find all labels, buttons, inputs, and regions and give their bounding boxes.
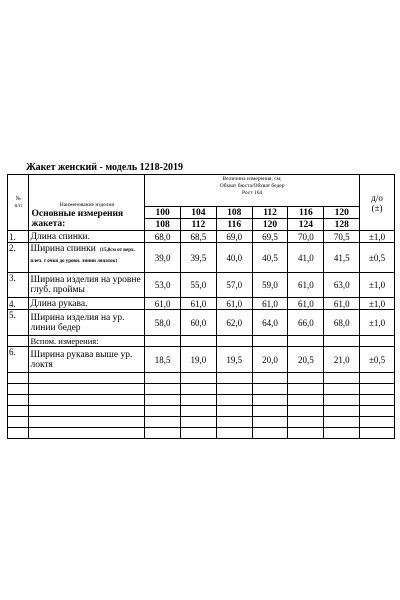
bust-size-cell: 104 [180,207,216,219]
no-label: № [15,195,21,202]
measurement-name: Ширина спинки [30,244,96,254]
tolerance-cell: ±0,5 [360,347,395,373]
empty-row [8,395,395,406]
table-row [8,310,395,336]
value-cell: 69,5 [252,231,288,243]
value-cell: 20,5 [288,347,324,373]
value-cell: 53,0 [145,273,181,298]
tolerance-cell: ±1,0 [360,231,395,243]
row-number: 1. [8,231,29,243]
hip-size-cell: 128 [324,219,360,231]
empty-row [8,373,395,384]
value-cell: 61,0 [252,298,288,310]
measurement-name: Длина спинки. [29,231,145,243]
aux-section-label: Вспом. измерения: [29,336,145,347]
value-cell: 60,0 [180,310,216,336]
measures-label: Основные измерения [31,209,124,219]
value-cell: 70,5 [324,231,360,243]
row-number: 6. [8,347,29,373]
hip-size-cell: 108 [145,219,181,231]
bust-size-cell: 100 [145,207,181,219]
measure-unit-header [145,175,360,207]
hip-size-cell: 112 [180,219,216,231]
value-cell: 61,0 [324,298,360,310]
row-number: 3. [8,273,29,298]
value-cell: 21,0 [324,347,360,373]
value-cell: 61,0 [180,298,216,310]
value-cell: 64,0 [252,310,288,336]
value-cell: 20,0 [252,347,288,373]
table-row [8,273,395,298]
value-cell: 68,0 [145,231,181,243]
hip-size-cell: 124 [288,219,324,231]
measurement-name: Длина рукава. [29,298,145,310]
hip-size-cell: 120 [252,219,288,231]
unit-label-2: Обхват бюста/Обхват бедер [219,183,285,189]
table-header-row [8,175,395,207]
value-cell: 18,5 [145,347,181,373]
value-cell: 61,0 [288,273,324,298]
value-cell: 61,0 [145,298,181,310]
tolerance-cell: ±1,0 [360,310,395,336]
tolerance-cell: ±1,0 [360,273,395,298]
value-cell: 69,0 [216,231,252,243]
hip-size-cell: 116 [216,219,252,231]
table-row [8,347,395,373]
tolerance-label-1: д/о [371,192,383,203]
bust-size-cell: 108 [216,207,252,219]
tolerance-cell: ±0,5 [360,243,395,273]
value-cell: 61,0 [216,298,252,310]
measurement-name: Ширина изделия на уровне глуб. проймы [29,273,145,298]
row-number-header [8,175,29,231]
value-cell: 41,5 [324,243,360,273]
table-row [8,243,395,273]
measurement-note: (15,0см от верх. плеч. т очки до уровн. линии лопаток) [30,248,135,264]
value-cell: 58,0 [145,310,181,336]
bust-size-cell: 120 [324,207,360,219]
value-cell: 19,5 [216,347,252,373]
value-cell: 66,0 [288,310,324,336]
value-cell: 62,0 [216,310,252,336]
value-cell: 40,0 [216,243,252,273]
measurement-name: Ширина рукава выше ур. локтя [29,347,145,373]
value-cell: 63,0 [324,273,360,298]
empty-row [8,384,395,395]
value-cell: 19,0 [180,347,216,373]
unit-label-1: Величина измерения, см; [222,176,282,182]
empty-row [8,428,395,439]
tolerance-label-2: (±) [371,202,383,213]
section-row [8,336,395,347]
value-cell: 39,0 [145,243,181,273]
row-number: 5. [8,310,29,336]
pp-label: п/п [14,202,22,209]
value-cell: 70,0 [288,231,324,243]
row-number: 4. [8,298,29,310]
value-cell: 57,0 [216,273,252,298]
value-cell: 68,0 [324,310,360,336]
measurement-name-cell [29,243,145,273]
unit-label-3: Рост 164 [242,190,263,196]
value-cell: 41,0 [288,243,324,273]
bust-size-cell: 112 [252,207,288,219]
tolerance-cell: ±1,0 [360,298,395,310]
value-cell: 55,0 [180,273,216,298]
value-cell: 39,5 [180,243,216,273]
bust-size-cell: 116 [288,207,324,219]
value-cell: 40,5 [252,243,288,273]
name-label: Наименование изделия [59,202,114,208]
empty-row [8,406,395,417]
measurement-name: Ширина изделия на ур. линии бедер [29,310,145,336]
jacket-label: жакета: [31,219,66,229]
tolerance-header [360,175,395,231]
document-title: Жакет женский - модель 1218-2019 [26,162,183,173]
value-cell: 59,0 [252,273,288,298]
table-row [8,298,395,310]
row-number: 2. [8,243,29,273]
name-header [29,175,145,231]
size-spec-table [7,174,395,439]
value-cell: 61,0 [288,298,324,310]
empty-row [8,417,395,428]
table-row [8,231,395,243]
value-cell: 68,5 [180,231,216,243]
